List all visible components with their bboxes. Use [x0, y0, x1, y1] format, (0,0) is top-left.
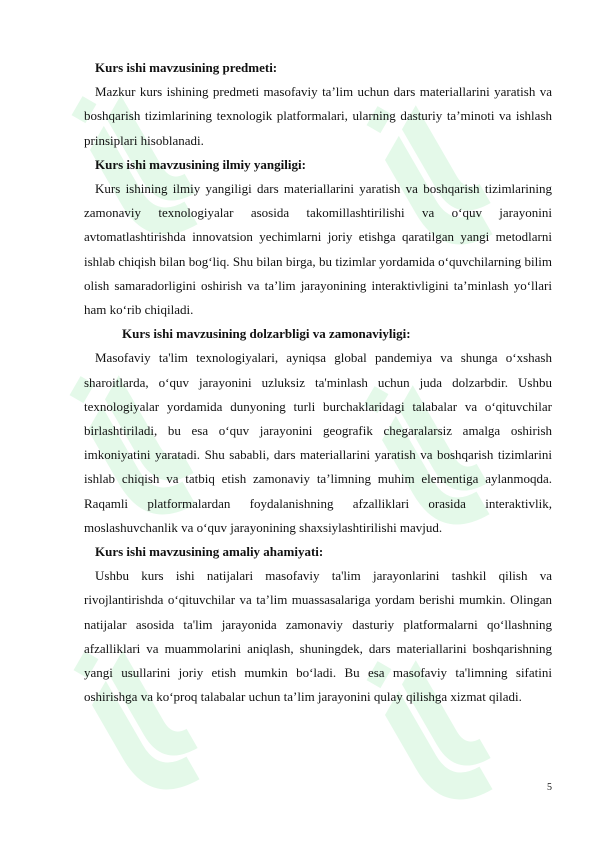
section-paragraph-relevance: Masofaviy ta'lim texnologiyalari, ayniqsa global pandemiya va shunga o‘xshash sharoitlarda, o‘quv jarayonini uzluksiz ta'minlash uchun juda dolzarbdir. Ushbu texnologiyalar yordamida dunyoning turli burchaklaridagi talabalar va o‘qituvchilar birlashtiriladi, bu esa o‘quv jarayonini geografik chegaralarsiz amalga oshirish imkoniyatini yaratadi. Shu sababli, dars materiallarini yaratish va boshqarish tizimlarini ishlab chiqish va tatbiq etish zamonaviy ta’limning muhim elementiga aylanmoqda. Raqamli platformalardan foydalanishning afzalliklari orasida interaktivlik, moslashuvchanlik va o‘quv jarayonining shaxsiylashtirilishi mavjud. — [84, 350, 552, 535]
section-paragraph-novelty: Kurs ishining ilmiy yangiligi dars materiallarini yaratish va boshqarish tizimlarining zamonaviy texnologiyalar asosida takomillashtirilishi va o‘quv jarayonini avtomatlashtirishda innovatsion yechimlarni joriy etishga qaratilgan yangi metodlarni ishlab chiqish bilan bog‘liq. Shu bilan birga, bu tizimlar yordamida o‘quvchilarning bilim olish samaradorligini oshirish va ta’lim jarayonining interaktivligini ta’minlash yo‘llari ham ko‘rib chiqiladi. — [84, 181, 552, 318]
section-heading-subject: Kurs ishi mavzusining predmeti: — [95, 60, 278, 75]
document-body — [84, 56, 552, 709]
section-heading-relevance: Kurs ishi mavzusining dolzarbligi va zamonaviyligi: — [122, 326, 411, 342]
section-heading-novelty: Kurs ishi mavzusining ilmiy yangiligi: — [95, 156, 306, 172]
section-paragraph-practical: Ushbu kurs ishi natijalari masofaviy ta'lim jarayonlarini tashkil qilish va rivojlantirishda o‘qituvchilar va ta’lim muassasalariga yordam berishi mumkin. Olingan natijalar asosida ta'lim jarayonida zamonaviy dasturiy platformalarni qo‘llashning afzalliklari va muammolarini aniqlash, shuningdek, dars materiallarini boshqarishning yangi usullarini joriy etish mumkin bo‘ladi. Bu esa masofaviy ta'limning sifatini oshirishga va ko‘proq talabalar uchun ta’lim jarayonini qulay qilishga xizmat qiladi. — [84, 568, 552, 705]
page-number: 5 — [547, 782, 552, 793]
section-heading-practical: Kurs ishi mavzusining amaliy ahamiyati: — [95, 544, 324, 560]
section-paragraph-subject: Mazkur kurs ishining predmeti masofaviy ta’lim uchun dars materiallarini yaratish va boshqarish tizimlarining texnologik platformalari, ularning dasturiy ta’minoti va ishlash prinsiplari hisoblanadi. — [84, 84, 552, 148]
